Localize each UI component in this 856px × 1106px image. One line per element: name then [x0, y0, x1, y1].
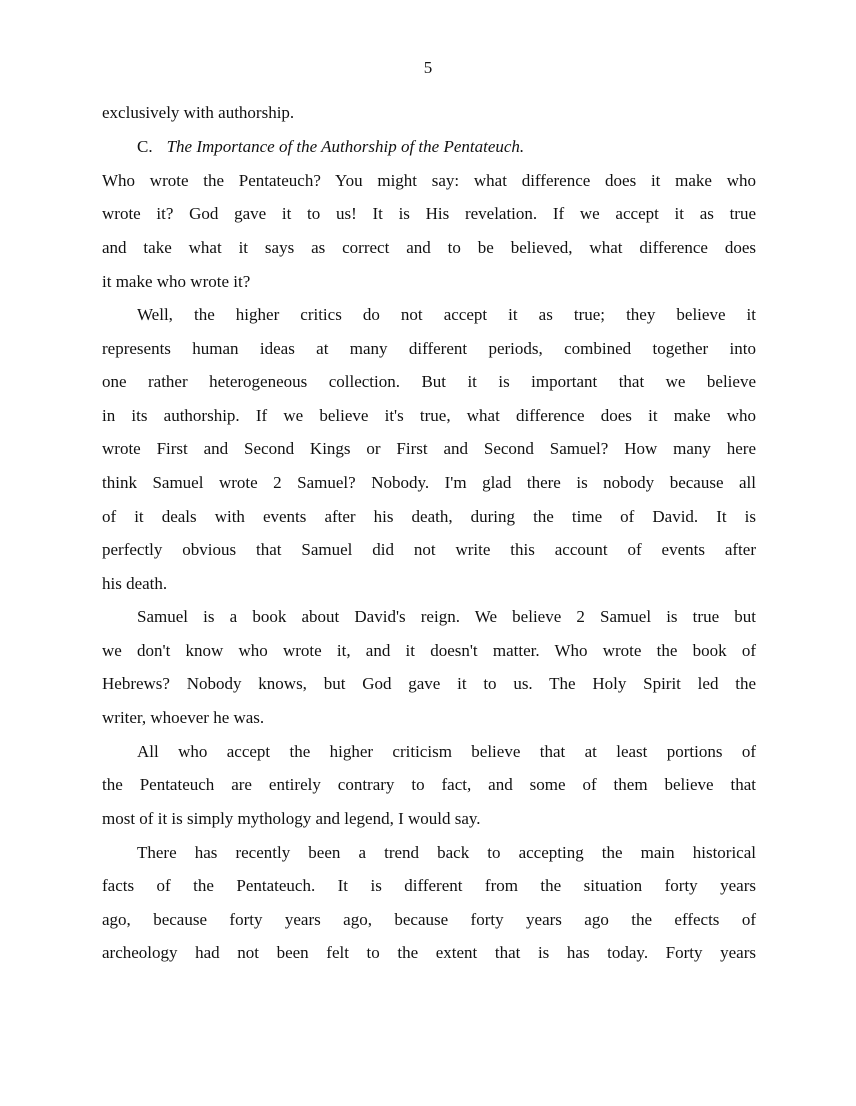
section-heading [137, 136, 756, 158]
text-line: wrote First and Second Kings or First and Second Samuel? How many here [102, 439, 756, 458]
text-line: archeology had not been felt to the extent that is has today. Forty years [102, 943, 756, 962]
text-line: and take what it says as correct and to be believed, what difference does [102, 238, 756, 257]
text-line: ago, because forty years ago, because forty years ago the effects of [102, 910, 756, 929]
text-line: facts of the Pentateuch. It is different from the situation forty years [102, 876, 756, 895]
text-line: one rather heterogeneous collection. But it is important that we believe [102, 372, 756, 391]
text-line: writer, whoever he was. [102, 708, 265, 727]
section-title: The Importance of the Authorship of the Pentateuch. [166, 137, 525, 156]
text-line: in its authorship. If we believe it's true, what difference does it make who [102, 406, 756, 425]
text-line: Well, the higher critics do not accept it as true; they believe it [137, 305, 756, 324]
text-line: Samuel is a book about David's reign. We believe 2 Samuel is true but [137, 607, 756, 626]
page-number: 5 [423, 58, 433, 77]
text-line: All who accept the higher criticism believe that at least portions of [137, 742, 756, 761]
text-line: it make who wrote it? [102, 272, 251, 291]
section-label: C. [137, 137, 153, 156]
text-line: There has recently been a trend back to accepting the main historical [137, 843, 756, 862]
text-line: most of it is simply mythology and legend, I would say. [102, 809, 481, 828]
text-line: Hebrews? Nobody knows, but God gave it to us. The Holy Spirit led the [102, 674, 756, 693]
text-line: Who wrote the Pentateuch? You might say: what difference does it make who [102, 171, 756, 190]
text-line: we don't know who wrote it, and it doesn't matter. Who wrote the book of [102, 641, 756, 660]
text-line: think Samuel wrote 2 Samuel? Nobody. I'm glad there is nobody because all [102, 473, 756, 492]
text-line: wrote it? God gave it to us! It is His revelation. If we accept it as true [102, 204, 756, 223]
text-line: perfectly obvious that Samuel did not write this account of events after [102, 540, 756, 559]
text-line: represents human ideas at many different periods, combined together into [102, 339, 756, 358]
text-line: exclusively with authorship. [102, 103, 295, 122]
text-line: of it deals with events after his death, during the time of David. It is [102, 507, 756, 526]
text-line: the Pentateuch are entirely contrary to fact, and some of them believe that [102, 775, 756, 794]
text-line: his death. [102, 574, 168, 593]
